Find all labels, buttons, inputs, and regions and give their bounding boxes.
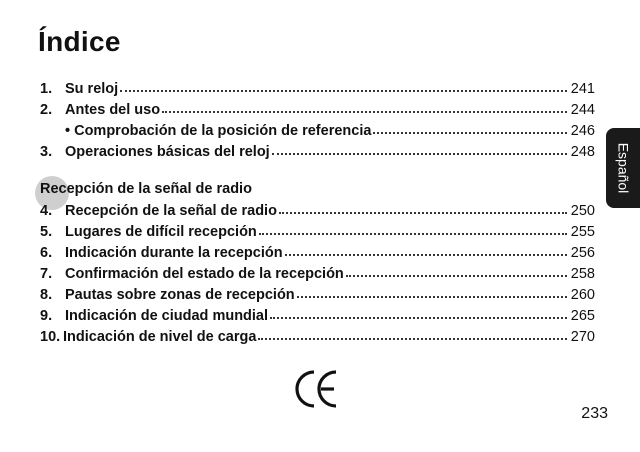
toc-label: • Comprobación de la posición de referencia	[65, 123, 372, 139]
section-heading: Recepción de la señal de radio	[40, 181, 252, 197]
toc-page: 258	[570, 266, 595, 282]
toc-entry-nivel-carga[interactable]	[40, 329, 595, 349]
toc-number: 9.	[40, 308, 53, 324]
toc-page: 246	[570, 123, 595, 139]
toc-page: 255	[570, 224, 595, 240]
dot-leader	[373, 131, 566, 134]
toc-page: 265	[570, 308, 595, 324]
toc-entry-lugares[interactable]	[40, 224, 595, 244]
toc-page: 244	[570, 102, 595, 118]
ce-mark-icon	[294, 368, 342, 410]
toc-entry-pautas[interactable]	[40, 287, 595, 307]
toc-number: 7.	[40, 266, 53, 282]
dot-leader	[272, 152, 567, 155]
dot-leader	[297, 295, 567, 298]
toc-page: 241	[570, 81, 595, 97]
dot-leader	[346, 274, 567, 277]
toc-page: 250	[570, 203, 595, 219]
page-title: Índice	[38, 26, 121, 57]
toc-entry-comprobacion[interactable]	[40, 123, 595, 143]
toc-label: Pautas sobre zonas de recepción	[65, 287, 295, 303]
toc-number: 6.	[40, 245, 53, 261]
dot-leader	[162, 110, 567, 113]
toc-label: Su reloj	[65, 81, 119, 97]
toc-entry-su-reloj[interactable]	[40, 81, 595, 101]
toc-entry-antes-del-uso[interactable]	[40, 102, 595, 122]
toc-label: Recepción de la señal de radio	[65, 203, 277, 219]
dot-leader	[285, 253, 567, 256]
toc-label: Antes del uso	[65, 102, 161, 118]
toc-number: 1.	[40, 81, 53, 97]
toc-number: 3.	[40, 144, 53, 160]
toc-entry-operaciones-basicas[interactable]	[40, 144, 595, 164]
page-number: 233	[581, 405, 608, 422]
toc-page: 270	[570, 329, 595, 345]
toc-label: Lugares de difícil recepción	[65, 224, 257, 240]
toc-number: 8.	[40, 287, 53, 303]
dot-leader	[120, 89, 567, 92]
toc-entry-confirmacion[interactable]	[40, 266, 595, 286]
dot-leader	[258, 337, 566, 340]
toc-number: 2.	[40, 102, 53, 118]
language-tab[interactable]	[606, 128, 640, 208]
toc-page: 248	[570, 144, 595, 160]
toc-number: 4.	[40, 203, 53, 219]
dot-leader	[279, 211, 567, 214]
toc-label: Operaciones básicas del reloj	[65, 144, 270, 160]
toc-entry-indicacion-recepcion[interactable]	[40, 245, 595, 265]
dot-leader	[270, 316, 567, 319]
toc-label: Indicación durante la recepción	[65, 245, 283, 261]
toc-entry-ciudad-mundial[interactable]	[40, 308, 595, 328]
toc-page: 256	[570, 245, 595, 261]
toc-number: 5.	[40, 224, 53, 240]
toc-page: 260	[570, 287, 595, 303]
dot-leader	[259, 232, 567, 235]
toc-entry-recepcion[interactable]	[40, 203, 595, 223]
toc-label: Indicación de nivel de carga	[63, 329, 257, 345]
language-tab-label: Español	[615, 142, 631, 194]
toc-label: Confirmación del estado de la recepción	[65, 266, 344, 282]
toc-label: Indicación de ciudad mundial	[65, 308, 269, 324]
toc-number: 10.	[40, 329, 61, 345]
